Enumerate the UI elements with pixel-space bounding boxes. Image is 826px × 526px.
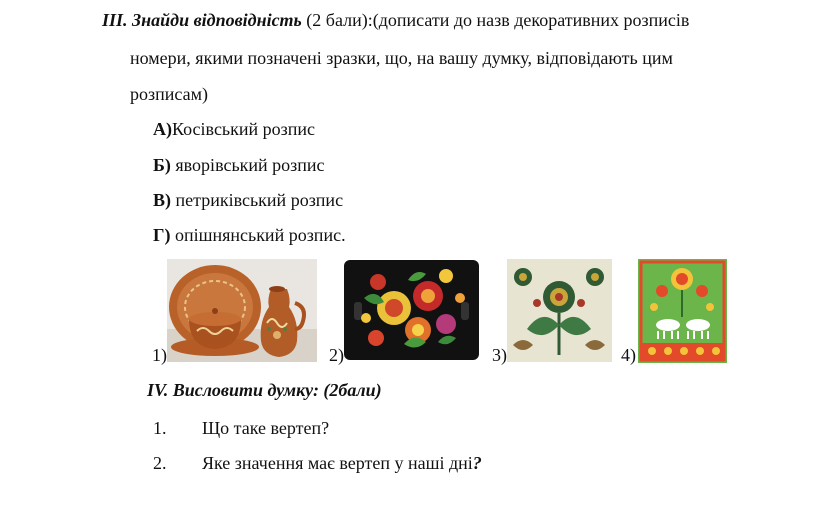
option-text: яворівський розпис <box>170 155 325 175</box>
option-d <box>153 225 346 246</box>
option-b <box>153 155 325 176</box>
question-number: 2. <box>153 453 167 473</box>
section3-instructions: (2 бали):(дописати до назв декоративних розписів <box>301 10 690 30</box>
image-number-1: 1) <box>152 345 167 365</box>
option-a <box>153 119 315 140</box>
image-number-3: 3) <box>492 345 507 365</box>
opishnia-pottery-image <box>167 259 317 362</box>
question-text: Яке значення має вертеп у наші дні <box>202 453 473 473</box>
question-mark: ? <box>472 453 482 473</box>
kosiv-tile-image <box>507 259 612 362</box>
image-number-2: 2) <box>329 345 344 365</box>
question-text-2 <box>202 453 482 474</box>
option-letter: Б) <box>153 155 171 175</box>
option-c <box>153 190 343 211</box>
section3-title-line <box>102 10 689 31</box>
section3-title: III. Знайди відповідність <box>102 10 302 30</box>
yavoriv-painting-image <box>638 259 727 363</box>
petrykivka-tray-image <box>342 258 481 362</box>
option-letter: А) <box>153 119 172 139</box>
option-text: опішнянський розпис. <box>170 225 346 245</box>
question-text: Що таке вертеп? <box>202 418 330 438</box>
section4-title: IV. Висловити думку: (2бали) <box>147 380 382 400</box>
option-letter: В) <box>153 190 171 210</box>
image-number-4: 4) <box>621 345 636 365</box>
section3-instructions-line2: номери, якими позначені зразки, що, на вашу думку, відповідають цим <box>130 48 673 68</box>
option-letter: Г) <box>153 225 171 245</box>
option-text: петриківський розпис <box>171 190 344 210</box>
question-number: 1. <box>153 418 167 438</box>
option-text: Косівський розпис <box>172 119 316 139</box>
section3-instructions-line3: розписам) <box>130 84 208 104</box>
